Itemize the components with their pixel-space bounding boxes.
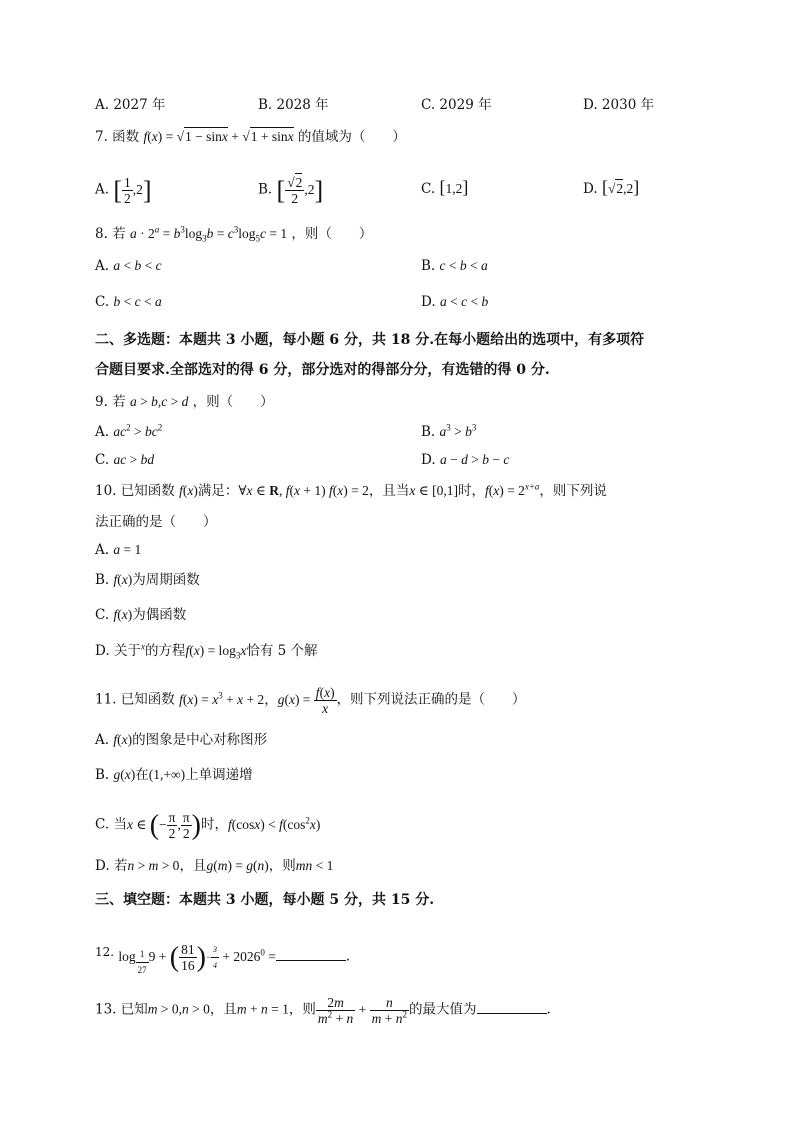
q10-option-a: A. a = 1: [95, 542, 142, 558]
q11-option-b: B. g(x)在(1,+∞)上单调递增: [95, 767, 253, 783]
q10-a-letter: A.: [95, 542, 110, 558]
question-7: [95, 127, 406, 147]
q10-c-text: 为偶函数: [132, 607, 187, 623]
q10-d-text1: 关于: [113, 643, 141, 659]
q6-option-d: D. 2030 年: [583, 97, 655, 113]
q11-a-text: 的图象是中心对称图形: [132, 732, 268, 748]
question-13: 13. 已知m > 0,n > 0，且m + n = 1，则 $\frac{2m}{m^2 + n}$ + $\frac{n}{m + n^2}$ 的最大值为 .: [95, 995, 551, 1026]
question-12: 12. log $_{\frac{1}{27}}$ 9 + ( $\frac{81}{16}$ )$^{- \frac{3}{4}}$ + $2026^0$ = .: [95, 941, 351, 975]
section-2-heading-line2: 合题目要求.全部选对的得 6 分，部分选对的得部分分，有选错的得 0 分.: [95, 362, 550, 378]
q7-formula: f(x) = √1 − sinx + √1 + sinx: [143, 129, 294, 144]
q11-c-text1: 当: [113, 816, 127, 833]
q9-a-letter: A.: [95, 424, 110, 440]
q8-b-letter: B.: [421, 258, 436, 274]
q9-option-c: C. ac > bd: [95, 452, 155, 468]
q7-d-letter: D.: [583, 181, 598, 197]
question-9: [95, 392, 274, 412]
q10-d-letter: D.: [95, 643, 110, 659]
question-11: 11. 已知函数 $f(x) = x^3 + x + 2$，g(x) = $\frac{f(x)}{x}$ ，则下列说法正确的是（ ）: [95, 685, 526, 716]
q8-d-letter: D.: [421, 294, 436, 310]
q9-option-a: A. $ac^2 > bc^2$: [95, 422, 163, 440]
q8-prefix: 8. 若: [95, 226, 126, 242]
q7-option-a: A. [ $\frac{1}{2}$ ,2]: [95, 175, 152, 206]
q7-prefix: 7. 函数: [95, 129, 140, 145]
q9-c-letter: C.: [95, 452, 110, 468]
q10-b-text: 为周期函数: [132, 572, 200, 588]
q10-d-text3: 恰有 5 个解: [246, 643, 318, 659]
question-8: [95, 224, 372, 244]
q8-a-letter: A.: [95, 258, 110, 274]
q11-b-text2: 上单调递增: [185, 767, 253, 783]
question-10-line2: 法正确的是（ ）: [95, 514, 217, 530]
q11-d-letter: D.: [95, 858, 110, 874]
q8-formula: $a \cdot 2^a = b^3\log_3b = c^3\log_5c = 1$: [129, 224, 288, 244]
q11-option-a: A. f(x)的图象是中心对称图形: [95, 732, 268, 748]
q12-prefix: 12.: [95, 945, 115, 959]
q13-suffix: 的最大值为: [409, 1001, 477, 1018]
q9-formula: a > b,c > d: [129, 394, 189, 409]
q7-option-c: C. [1,2]: [421, 177, 469, 197]
q13-mid2: ，则: [288, 1001, 316, 1018]
question-10: 10. 已知函数 f(x)满足：∀x ∈ R, f(x + 1) f(x) = 2，且当x ∈ [0,1]时，$f(x) = 2^{x+a}$，则下列说: [95, 481, 607, 499]
q8-option-d: D. a < c < b: [421, 294, 489, 310]
q8-suffix: ，则（ ）: [291, 226, 373, 242]
q6-option-b: B. 2028 年: [258, 97, 329, 113]
q11-c-text2: 时，: [201, 816, 228, 833]
q10-b-letter: B.: [95, 572, 110, 588]
q10-option-d: D. 关于$^x$的方程$f(x) = \log_3x$恰有 5 个解: [95, 641, 318, 661]
q10-c-letter: C.: [95, 607, 110, 623]
q13-answer-blank[interactable]: [477, 1001, 547, 1014]
q10-mid3: 时，: [457, 483, 485, 499]
q11-option-c: C. 当x ∈ (− $\frac{\pi}{2}$ , $\frac{\pi}{2}$ )时，$f(\cos x) < f(\cos^2x)$: [95, 809, 321, 841]
q8-option-c: C. b < c < a: [95, 294, 162, 310]
q7-b-letter: B.: [258, 181, 273, 198]
q11-option-d: D. 若n > m > 0，且g(m) = g(n)，则mn < 1: [95, 858, 334, 874]
q8-c-letter: C.: [95, 294, 110, 310]
q9-b-letter: B.: [421, 424, 436, 440]
q10-mid2: ，且当: [368, 483, 410, 499]
q7-c-letter: C.: [421, 181, 436, 197]
q9-option-d: D. a − d > b − c: [421, 452, 510, 468]
q12-answer-blank[interactable]: [276, 948, 346, 961]
q8-option-a: A. a < b < c: [95, 258, 162, 274]
q13-mid: ，且: [209, 1001, 237, 1018]
q10-d-text2: 的方程: [144, 643, 186, 659]
q9-prefix: 9. 若: [95, 394, 126, 410]
q7-option-b: B. [ $\frac{√2}{2}$ ,2]: [258, 175, 324, 206]
q11-prefix: 11. 已知函数: [95, 691, 175, 708]
section-2-heading-line1: 二、多选题：本题共 3 小题，每小题 6 分，共 18 分.在每小题给出的选项中，有多项符: [95, 332, 645, 348]
q11-d-text2: ，且: [179, 858, 207, 874]
q10-option-c: C. f(x)为偶函数: [95, 607, 187, 623]
q9-option-b: B. $a^3 > b^3$: [421, 422, 477, 440]
q11-b-letter: B.: [95, 767, 110, 783]
q10-mid1: 满足：: [197, 483, 239, 499]
q11-b-text1: 在: [135, 767, 149, 783]
q10-suffix: ，则下列说: [539, 483, 607, 499]
q11-suffix: ，则下列说法正确的是（ ）: [336, 691, 526, 708]
q7-option-d: D. [√2,2]: [583, 177, 640, 197]
q13-prefix: 13. 已知: [95, 1001, 148, 1018]
q9-d-letter: D.: [421, 452, 436, 468]
q6-option-c: C. 2029 年: [421, 97, 492, 113]
q11-d-text1: 若: [113, 858, 128, 874]
q11-a-letter: A.: [95, 732, 110, 748]
q11-d-text3: ，则: [268, 858, 296, 874]
q7-a-letter: A.: [95, 181, 110, 198]
q10-prefix: 10. 已知函数: [95, 483, 175, 499]
q10-option-b: B. f(x)为周期函数: [95, 572, 200, 588]
q6-option-a: A. 2027 年: [95, 97, 166, 113]
section-3-heading: 三、填空题：本题共 3 小题，每小题 5 分，共 15 分.: [95, 892, 435, 908]
q11-c-letter: C.: [95, 816, 110, 833]
q9-suffix: ，则（ ）: [192, 394, 274, 410]
q8-option-b: B. c < b < a: [421, 258, 488, 274]
q7-suffix: 的值域为（ ）: [297, 129, 406, 145]
